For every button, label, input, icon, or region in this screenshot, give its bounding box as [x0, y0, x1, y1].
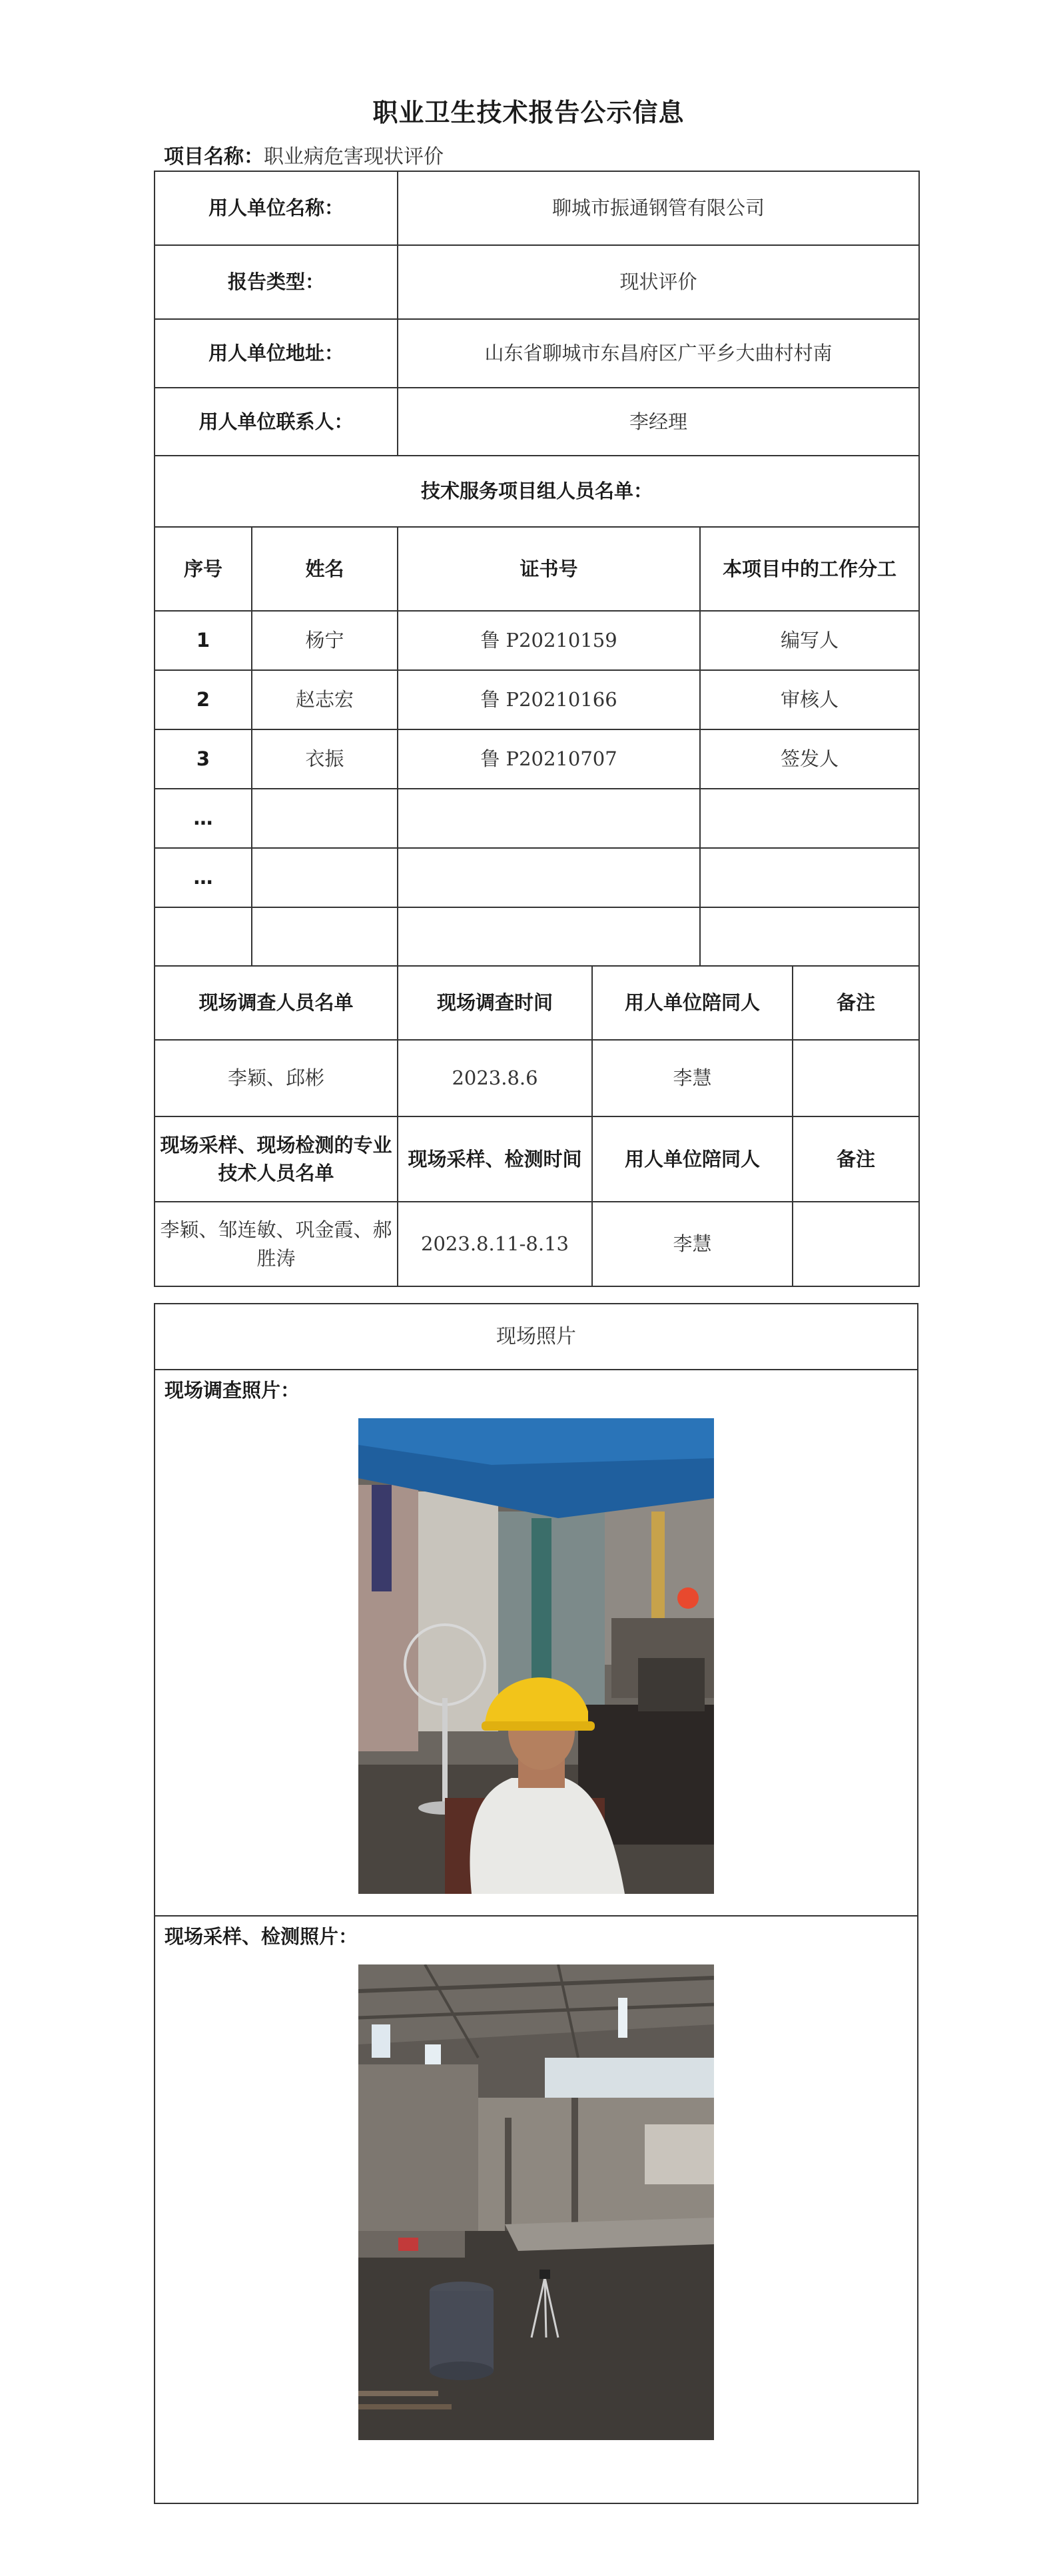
address-value: 山东省聊城市东昌府区广平乡大曲村村南 [398, 319, 919, 388]
table-row [155, 789, 919, 848]
sampling-photo-image [358, 1964, 714, 2440]
member-role [700, 848, 919, 907]
survey-photo [358, 1418, 714, 1894]
member-cert [398, 789, 700, 848]
member-seq: … [155, 848, 252, 907]
team-title-row [155, 456, 919, 527]
contact-value: 李经理 [398, 388, 919, 456]
contact-label: 用人单位联系人： [155, 388, 398, 456]
address-label: 用人单位地址： [155, 319, 398, 388]
member-role: 签发人 [700, 729, 919, 789]
survey-row [155, 1040, 919, 1116]
member-cert: 鲁 P20210166 [398, 670, 700, 729]
info-row-unit-name [155, 171, 919, 245]
sampling-row [155, 1202, 919, 1286]
member-role: 编写人 [700, 611, 919, 670]
survey-photo-image [358, 1418, 714, 1894]
member-name: 衣振 [252, 729, 398, 789]
team-header-cert: 证书号 [398, 527, 700, 611]
member-seq: 3 [155, 729, 252, 789]
member-cert: 鲁 P20210707 [398, 729, 700, 789]
team-header-role: 本项目中的工作分工 [700, 527, 919, 611]
photos-title: 现场照片 [155, 1304, 918, 1370]
survey-time: 2023.8.6 [398, 1040, 592, 1116]
table-row [155, 670, 919, 729]
sampling-header-note: 备注 [793, 1116, 919, 1202]
unit-name-value: 聊城市振通钢管有限公司 [398, 171, 919, 245]
survey-header-time: 现场调查时间 [398, 966, 592, 1040]
survey-header-companion: 用人单位陪同人 [592, 966, 793, 1040]
member-role: 审核人 [700, 670, 919, 729]
member-cert [398, 907, 700, 966]
sampling-header-companion: 用人单位陪同人 [592, 1116, 793, 1202]
project-name [164, 140, 444, 169]
member-role [700, 789, 919, 848]
info-row-report-type [155, 245, 919, 319]
member-seq: 2 [155, 670, 252, 729]
survey-names: 李颖、邱彬 [155, 1040, 398, 1116]
sampling-time: 2023.8.11-8.13 [398, 1202, 592, 1286]
survey-note [793, 1040, 919, 1116]
member-name: 赵志宏 [252, 670, 398, 729]
info-row-address [155, 319, 919, 388]
sampling-note [793, 1202, 919, 1286]
member-seq: 1 [155, 611, 252, 670]
survey-companion: 李慧 [592, 1040, 793, 1116]
table-row [155, 848, 919, 907]
survey-photo-label: 现场调查照片： [165, 1379, 300, 1402]
team-header-seq: 序号 [155, 527, 252, 611]
table-row [155, 611, 919, 670]
sampling-photo-cell [155, 1916, 918, 2503]
member-seq [155, 907, 252, 966]
team-title: 技术服务项目组人员名单： [155, 456, 919, 527]
survey-header-row [155, 966, 919, 1040]
sampling-header-row [155, 1116, 919, 1202]
info-row-contact [155, 388, 919, 456]
member-name [252, 848, 398, 907]
report-type-label: 报告类型： [155, 245, 398, 319]
team-header-name: 姓名 [252, 527, 398, 611]
sampling-photo [358, 1964, 714, 2440]
member-cert [398, 848, 700, 907]
page-title: 职业卫生技术报告公示信息 [372, 98, 685, 127]
survey-photo-cell [155, 1370, 918, 1916]
member-role [700, 907, 919, 966]
sampling-companion: 李慧 [592, 1202, 793, 1286]
table-row [155, 729, 919, 789]
member-seq: … [155, 789, 252, 848]
project-name-value: 职业病危害现状评价 [264, 145, 444, 169]
survey-header-note: 备注 [793, 966, 919, 1040]
sampling-header-time: 现场采样、检测时间 [398, 1116, 592, 1202]
member-name: 杨宁 [252, 611, 398, 670]
site-photos-table [154, 1303, 918, 2504]
unit-name-label: 用人单位名称： [155, 171, 398, 245]
member-cert: 鲁 P20210159 [398, 611, 700, 670]
member-name [252, 789, 398, 848]
team-header-row [155, 527, 919, 611]
project-name-label: 项目名称： [164, 145, 264, 169]
member-name [252, 907, 398, 966]
report-type-value: 现状评价 [398, 245, 919, 319]
sampling-photo-label: 现场采样、检测照片： [165, 1925, 358, 1948]
survey-header-names: 现场调查人员名单 [155, 966, 398, 1040]
table-row [155, 907, 919, 966]
report-info-table [154, 171, 920, 1287]
sampling-names: 李颖、邹连敏、巩金霞、郝胜涛 [155, 1202, 398, 1286]
sampling-header-names: 现场采样、现场检测的专业技术人员名单 [155, 1116, 398, 1202]
